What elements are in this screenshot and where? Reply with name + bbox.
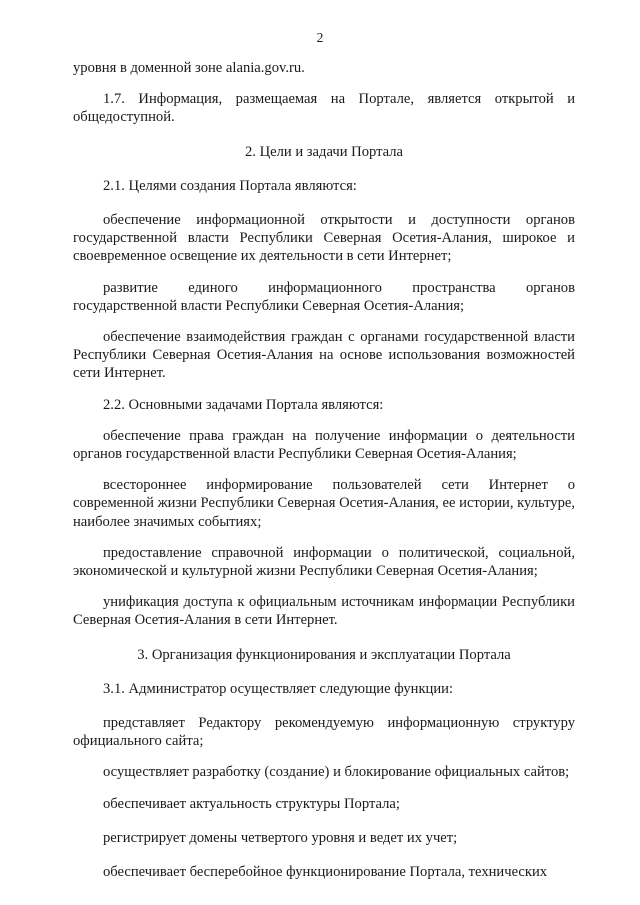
list-item-goal-2: развитие единого информационного пространства органов государственной власти Республики Северная Осетия-Алания; (73, 279, 575, 314)
section-heading-3: 3. Организация функционирования и эксплуатации Портала (137, 646, 511, 663)
paragraph-2-2: 2.2. Основными задачами Портала являются: (103, 396, 384, 413)
list-item-goal-1: обеспечение информационной открытости и доступности органов государственной власти Республики Северная Осетия-Алания, широкое и своевременное освещение их деятельности в сети Интернет; (73, 212, 575, 265)
page-number: 2 (316, 30, 324, 45)
list-item-task-1: обеспечение права граждан на получение информации о деятельности органов государственной власти Республики Северная Осетия-Алания; (73, 427, 575, 463)
list-item-function-4: регистрирует домены четвертого уровня и ведет их учет; (103, 829, 458, 846)
list-item-function-3: обеспечивает актуальность структуры Портала; (103, 795, 400, 812)
paragraph-3-1: 3.1. Администратор осуществляет следующие функции: (103, 680, 454, 697)
section-heading-2: 2. Цели и задачи Портала (244, 143, 404, 160)
paragraph-2-1: 2.1. Целями создания Портала являются: (103, 177, 357, 194)
paragraph-1-7: 1.7. Информация, размещаемая на Портале, является открытой и общедоступной. (73, 91, 575, 126)
list-item-function-2: осуществляет разработку (создание) и блокирование официальных сайтов; (103, 764, 570, 781)
list-item-task-2: всестороннее информирование пользователей сети Интернет о современной жизни Республики Северная Осетия-Алания, ее истории, культуре, наиболее значимых событиях; (73, 477, 575, 530)
list-item-function-5: обеспечивает бесперебойное функционирование Портала, технических (103, 864, 548, 881)
list-item-goal-3: обеспечение взаимодействия граждан с органами государственной власти Республики Северная Осетия-Алания на основе использования возможностей сети Интернет. (73, 329, 575, 382)
list-item-task-3: предоставление справочной информации о политической, социальной, экономической и культурной жизни Республики Северная Осетия-Алания; (73, 544, 575, 580)
paragraph-continuation: уровня в доменной зоне alania.gov.ru. (73, 60, 305, 76)
list-item-task-4: унификация доступа к официальным источникам информации Республики Северная Осетия-Алания в сети Интернет. (73, 594, 575, 629)
document-body (73, 59, 575, 881)
list-item-function-1: представляет Редактору рекомендуемую информационную структуру официального сайта; (73, 715, 575, 750)
